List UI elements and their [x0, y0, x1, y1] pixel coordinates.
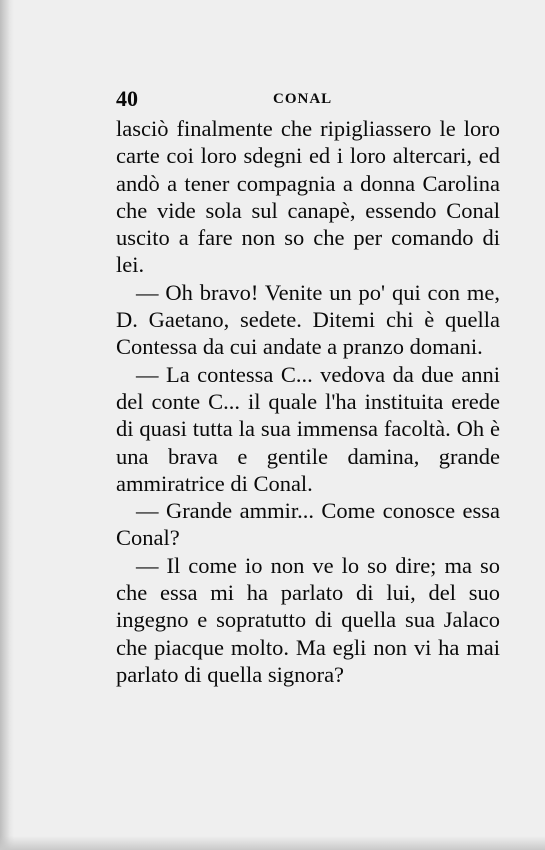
- body-text: [116, 115, 500, 688]
- page-number: 40: [116, 86, 138, 111]
- dialogue-paragraph: — Il come io non ve lo so dire; ma so che essa mi ha parlato di lui, del suo ingegno e sopratutto di quella sua Jalaco che piacque molto. Ma egli non vi ha mai parlato di quella signora?: [116, 552, 500, 687]
- paragraph-continuation: lasciò finalmente che ripigliassero le loro carte coi loro sdegni ed i loro altercari, ed andò a tener compagnia a donna Carolina che vide sola sul canapè, essendo Conal uscito a fare non so che per comando di lei.: [116, 116, 500, 278]
- dialogue-paragraph: — Oh bravo! Venite un po' qui con me, D. Gaetano, sedete. Ditemi chi è quella Contessa da cui andate a pranzo domani.: [116, 279, 500, 360]
- page-edge-shadow: [0, 0, 14, 850]
- running-title: CONAL: [273, 91, 333, 107]
- page-bottom-shadow: [0, 836, 545, 850]
- page-header: [116, 86, 476, 112]
- dialogue-paragraph: — La contessa C... vedova da due anni del conte C... il quale l'ha instituita erede di quasi tutta la sua immensa facoltà. Oh è una brava e gentile damina, grande ammiratrice di Conal.: [116, 361, 500, 496]
- dialogue-paragraph: — Grande ammir... Come conosce essa Conal?: [116, 498, 500, 551]
